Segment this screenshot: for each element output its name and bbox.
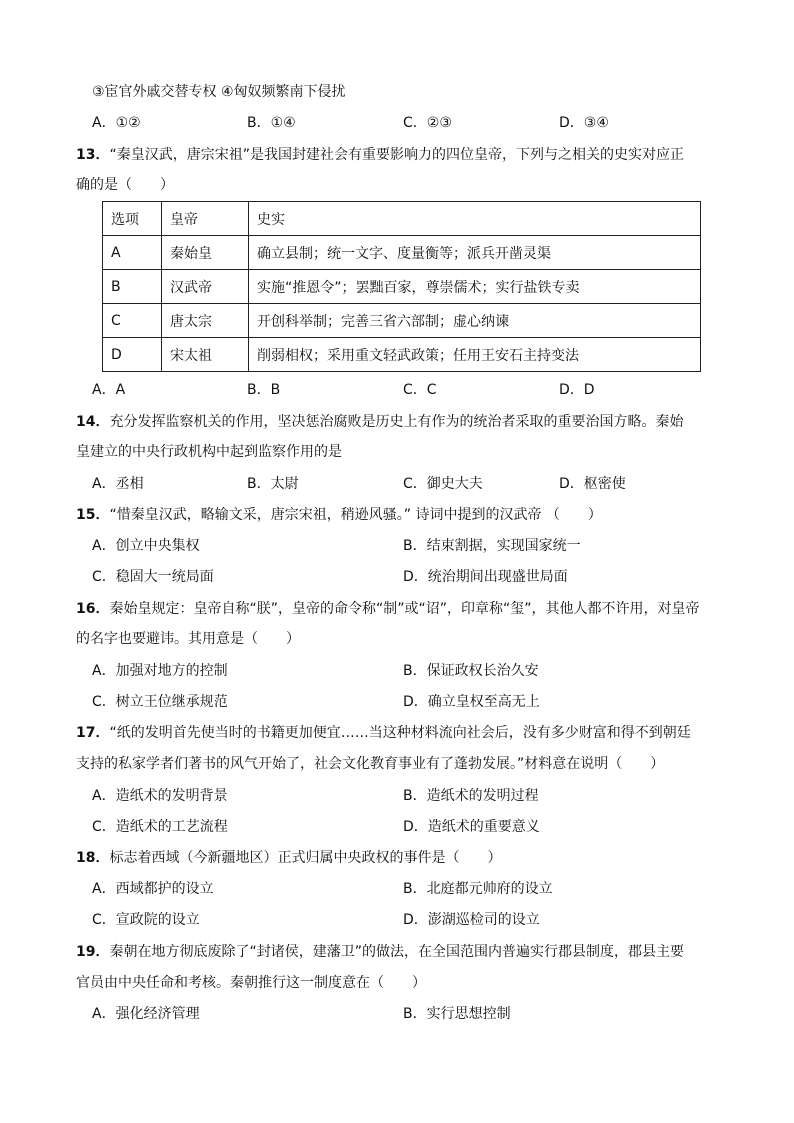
- option-d[interactable]: D．D: [559, 382, 595, 398]
- option-b[interactable]: B．①④: [247, 115, 296, 131]
- option-c[interactable]: C．②③: [403, 115, 452, 131]
- option-c[interactable]: C．C: [403, 382, 437, 398]
- table-cell: 实施“推恩令”；罢黜百家，尊崇儒术；实行盐铁专卖: [249, 270, 701, 304]
- option-b[interactable]: B．保证政权长治久安: [403, 663, 539, 679]
- question-text: 秦始皇规定：皇帝自称“朕”，皇帝的命令称“制”或“诏”，印章称“玺”，其他人都不许用，对皇帝: [109, 601, 700, 617]
- table-header: 选项: [103, 202, 162, 236]
- question-number: 16．: [76, 601, 110, 617]
- question-17-stem: [76, 723, 691, 743]
- option-b[interactable]: B．造纸术的发明过程: [403, 788, 539, 804]
- question-text: “纸的发明首先使当时的书籍更加便宜……当这种材料流向社会后，没有多少财富和得不到朝廷: [109, 725, 691, 741]
- option-d[interactable]: D．确立皇权至高无上: [403, 694, 540, 710]
- option-c[interactable]: C．稳固大一统局面: [92, 569, 214, 585]
- option-d[interactable]: D．统治期间出现盛世局面: [403, 569, 568, 585]
- question-number: 14．: [76, 414, 110, 430]
- option-a[interactable]: A．①②: [92, 115, 141, 131]
- question-14-stem: [76, 412, 683, 432]
- option-a[interactable]: A．丞相: [92, 476, 144, 492]
- table-row: [103, 236, 701, 270]
- table-cell: C: [103, 304, 162, 338]
- table-header-row: [103, 202, 701, 236]
- table-cell: 削弱相权；采用重文轻武政策；任用王安石主持变法: [249, 338, 701, 372]
- question-13-stem: [76, 145, 684, 165]
- table-cell: D: [103, 338, 162, 372]
- table-cell: 宋太祖: [162, 338, 249, 372]
- question-number: 19．: [76, 944, 110, 960]
- table-cell: 唐太宗: [162, 304, 249, 338]
- question-text: 秦朝在地方彻底废除了“封诸侯，建藩卫”的做法，在全国范围内普遍实行郡县制度，郡县主要: [109, 944, 684, 960]
- option-a[interactable]: A．A: [92, 382, 126, 398]
- question-text: “秦皇汉武，唐宗宋祖”是我国封建社会有重要影响力的四位皇帝，下列与之相关的史实对应正: [109, 147, 684, 163]
- table-cell: 秦始皇: [162, 236, 249, 270]
- option-c[interactable]: C．树立王位继承规范: [92, 694, 228, 710]
- table-row: [103, 270, 701, 304]
- option-line-3-4: ③宦官外戚交替专权 ④匈奴频繁南下侵扰: [92, 84, 346, 100]
- question-number: 18．: [76, 850, 110, 866]
- question-13-stem-cont: 确的是（ ）: [76, 177, 174, 193]
- option-a[interactable]: A．造纸术的发明背景: [92, 788, 228, 804]
- option-c[interactable]: C．造纸术的工艺流程: [92, 819, 228, 835]
- question-text: 标志着西域（今新疆地区）正式归属中央政权的事件是（ ）: [109, 850, 502, 866]
- table-header: 史实: [249, 202, 701, 236]
- option-a[interactable]: A．西域都护的设立: [92, 881, 214, 897]
- question-16-stem: [76, 599, 700, 619]
- question-number: 17．: [76, 725, 110, 741]
- option-d[interactable]: D．澎湖巡检司的设立: [403, 912, 540, 928]
- option-a[interactable]: A．创立中央集权: [92, 538, 200, 554]
- option-d[interactable]: D．造纸术的重要意义: [403, 819, 540, 835]
- option-b[interactable]: B．北庭都元帅府的设立: [403, 881, 553, 897]
- question-17-stem-cont: 支持的私家学者们著书的风气开始了，社会文化教育事业有了蓬勃发展。”材料意在说明（ ）: [76, 756, 665, 772]
- option-b[interactable]: B．结束割据，实现国家统一: [403, 538, 581, 554]
- history-facts-table: [102, 201, 701, 372]
- table-cell: 开创科举制；完善三省六部制；虚心纳谏: [249, 304, 701, 338]
- question-text: 充分发挥监察机关的作用，坚决惩治腐败是历史上有作为的统治者采取的重要治国方略。秦始: [109, 414, 684, 430]
- table-row: [103, 304, 701, 338]
- table-row: [103, 338, 701, 372]
- option-c[interactable]: C．御史大夫: [403, 476, 483, 492]
- table-cell: B: [103, 270, 162, 304]
- option-a[interactable]: A．强化经济管理: [92, 1006, 200, 1022]
- question-text: “惜秦皇汉武，略输文采，唐宗宋祖，稍逊风骚。” 诗词中提到的汉武帝 （ ）: [109, 507, 602, 523]
- table-header: 皇帝: [162, 202, 249, 236]
- question-14-stem-cont: 皇建立的中央行政机构中起到监察作用的是: [76, 444, 342, 460]
- table-cell: A: [103, 236, 162, 270]
- question-19-stem-cont: 官员由中央任命和考核。秦朝推行这一制度意在（ ）: [76, 975, 426, 991]
- option-b[interactable]: B．实行思想控制: [403, 1006, 511, 1022]
- option-c[interactable]: C．宣政院的设立: [92, 912, 200, 928]
- option-a[interactable]: A．加强对地方的控制: [92, 663, 228, 679]
- option-b[interactable]: B．B: [247, 382, 281, 398]
- question-18-stem: [76, 848, 501, 868]
- table-cell: 汉武帝: [162, 270, 249, 304]
- question-19-stem: [76, 942, 684, 962]
- question-number: 13．: [76, 147, 110, 163]
- table-cell: 确立县制；统一文字、度量衡等；派兵开凿灵渠: [249, 236, 701, 270]
- question-number: 15．: [76, 507, 110, 523]
- option-d[interactable]: D．枢密使: [559, 476, 626, 492]
- question-15-stem: [76, 505, 602, 525]
- option-d[interactable]: D．③④: [559, 115, 609, 131]
- option-b[interactable]: B．太尉: [247, 476, 299, 492]
- question-16-stem-cont: 的名字也要避讳。其用意是（ ）: [76, 631, 300, 647]
